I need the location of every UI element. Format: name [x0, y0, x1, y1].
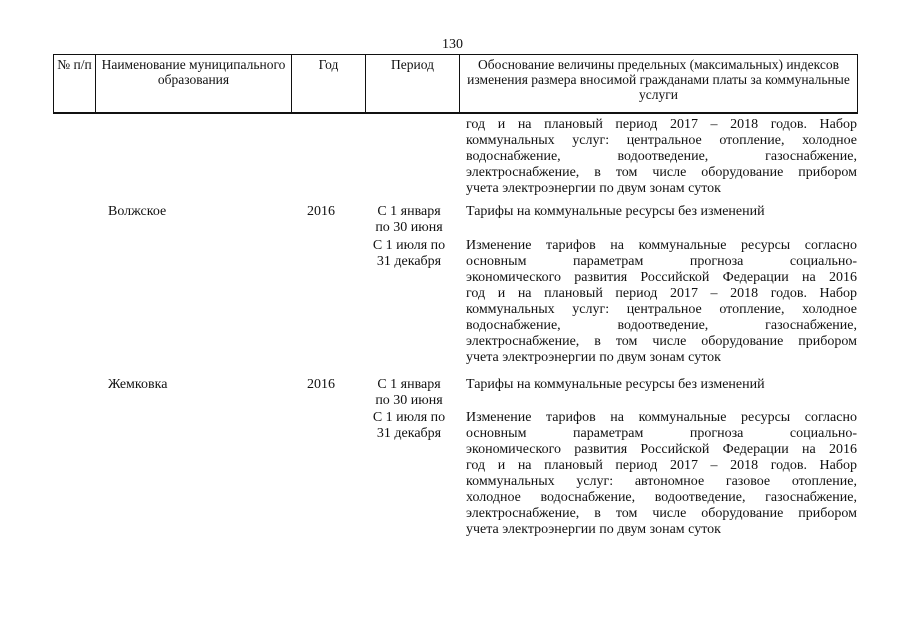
text-line: экономического развития Российской Федерации на 2016: [466, 442, 857, 457]
text-line: водоснабжение, водоотведение, газоснабжение,: [466, 149, 857, 164]
row-period-second: [362, 410, 456, 442]
text-line: Тарифы на коммунальные ресурсы без изменений: [466, 204, 765, 219]
row-justification-second: [466, 238, 857, 366]
text-line: основным параметрам прогноза социально-: [466, 254, 857, 269]
period-line: по 30 июня: [375, 220, 443, 235]
text-line: коммунальных услуг: центральное отопление, холодное: [466, 302, 857, 317]
row-period-first: [362, 204, 456, 236]
text-line: Изменение тарифов на коммунальные ресурсы согласно: [466, 238, 857, 253]
text-line: учета электроэнергии по двум зонам суток: [466, 181, 721, 196]
page-number: 130: [442, 37, 463, 52]
text-line: холодное водоснабжение, водоотведение, газоснабжение,: [466, 490, 857, 505]
text-line: водоснабжение, водоотведение, газоснабжение,: [466, 318, 857, 333]
period-line: С 1 января: [377, 204, 441, 219]
row-period-first: [362, 377, 456, 409]
text-line: учета электроэнергии по двум зонам суток: [466, 350, 721, 365]
text-line: экономического развития Российской Федерации на 2016: [466, 270, 857, 285]
text-line: год и на плановый период 2017 – 2018 годов. Набор: [466, 286, 857, 301]
header-period: Период: [366, 55, 460, 114]
row-year: 2016: [307, 377, 335, 392]
period-line: С 1 июля по: [372, 238, 446, 253]
header-justification: Обоснование величины предельных (максимальных) индексов изменения размера вносимой гражданами платы за коммунальные услуги: [460, 55, 858, 114]
text-line: коммунальных услуг: центральное отопление, холодное: [466, 133, 857, 148]
text-line: коммунальных услуг: автономное газовое отопление,: [466, 474, 857, 489]
header-number: № п/п: [54, 55, 96, 114]
text-line: год и на плановый период 2017 – 2018 годов. Набор: [466, 117, 857, 132]
text-line: электроснабжение, в том числе оборудование прибором: [466, 334, 857, 349]
period-line: С 1 июля по: [372, 410, 446, 425]
text-line: Тарифы на коммунальные ресурсы без изменений: [466, 377, 765, 392]
header-name: Наименование муниципального образования: [96, 55, 292, 114]
text-line: электроснабжение, в том числе оборудование прибором: [466, 165, 857, 180]
row-justification-first: [466, 377, 857, 393]
row-name: Жемковка: [108, 377, 168, 392]
text-line: основным параметрам прогноза социально-: [466, 426, 857, 441]
row-year: 2016: [307, 204, 335, 219]
header-year: Год: [292, 55, 366, 114]
text-line: электроснабжение, в том числе оборудование прибором: [466, 506, 857, 521]
period-line: С 1 января: [377, 377, 441, 392]
table-header: [53, 54, 858, 114]
text-line: год и на плановый период 2017 – 2018 годов. Набор: [466, 458, 857, 473]
period-line: по 30 июня: [375, 393, 443, 408]
row-justification-second: [466, 410, 857, 538]
row-name: Волжское: [108, 204, 167, 219]
period-line: 31 декабря: [376, 254, 442, 269]
continuation-text: [466, 117, 857, 197]
text-line: учета электроэнергии по двум зонам суток: [466, 522, 721, 537]
row-justification-first: [466, 204, 857, 220]
period-line: 31 декабря: [376, 426, 442, 441]
text-line: Изменение тарифов на коммунальные ресурсы согласно: [466, 410, 857, 425]
row-period-second: [362, 238, 456, 270]
